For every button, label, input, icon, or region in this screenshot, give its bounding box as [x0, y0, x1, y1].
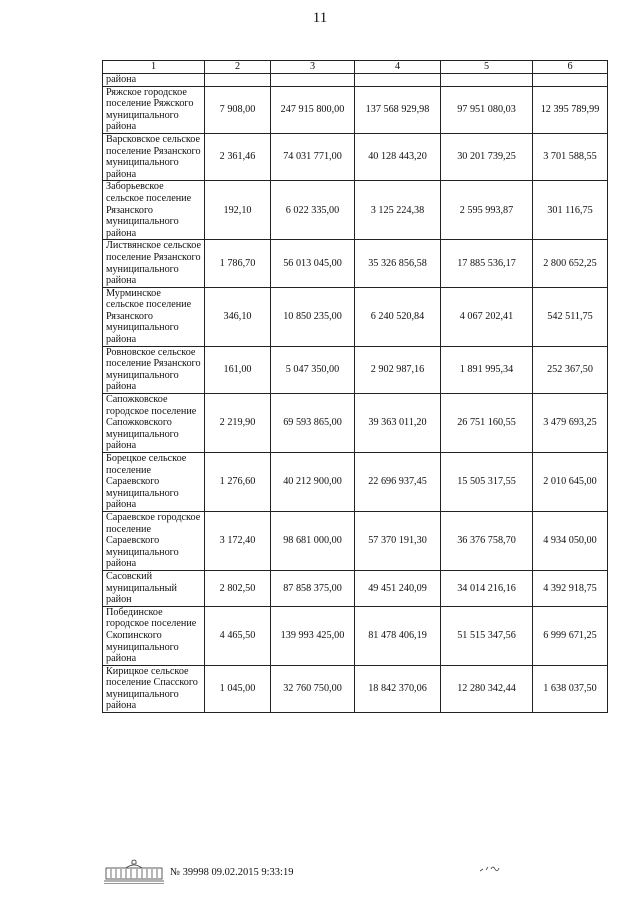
value-cell: 1 891 995,34 [441, 346, 533, 393]
value-cell: 542 511,75 [533, 287, 608, 346]
value-cell: 69 593 865,00 [271, 394, 355, 453]
value-cell: 1 786,70 [205, 240, 271, 287]
value-cell: 56 013 045,00 [271, 240, 355, 287]
value-cell: 2 361,46 [205, 133, 271, 180]
handwritten-mark [478, 862, 508, 876]
value-cell: 22 696 937,45 [355, 453, 441, 512]
value-cell: 4 465,50 [205, 606, 271, 665]
municipality-name: Ряжское городское поселение Ряжского муниципального района [103, 86, 205, 133]
value-cell: 2 800 652,25 [533, 240, 608, 287]
municipality-name: Мурминское сельское поселение Рязанского муниципального района [103, 287, 205, 346]
value-cell: 6 999 671,25 [533, 606, 608, 665]
value-cell: 51 515 347,56 [441, 606, 533, 665]
value-cell: 3 701 588,55 [533, 133, 608, 180]
municipality-name: Кирицкое сельское поселение Спасского муниципального района [103, 665, 205, 712]
building-logo-icon [102, 859, 166, 885]
value-cell: 1 045,00 [205, 665, 271, 712]
value-cell: 87 858 375,00 [271, 570, 355, 606]
value-cell: 301 116,75 [533, 181, 608, 240]
value-cell: 2 902 987,16 [355, 346, 441, 393]
table-row [103, 453, 608, 512]
value-cell: 2 802,50 [205, 570, 271, 606]
value-cell: 49 451 240,09 [355, 570, 441, 606]
continued-label: района [103, 74, 205, 87]
column-header: 4 [355, 61, 441, 74]
column-header: 3 [271, 61, 355, 74]
column-header: 2 [205, 61, 271, 74]
municipality-name: Сасовский муниципальный район [103, 570, 205, 606]
value-cell: 74 031 771,00 [271, 133, 355, 180]
table-row [103, 570, 608, 606]
value-cell: 161,00 [205, 346, 271, 393]
municipality-name: Варсковское сельское поселение Рязанского муниципального района [103, 133, 205, 180]
table-row [103, 287, 608, 346]
municipality-name: Заборьевское сельское поселение Рязанского муниципального района [103, 181, 205, 240]
value-cell: 98 681 000,00 [271, 511, 355, 570]
municipality-name: Побединское городское поселение Скопинского муниципального района [103, 606, 205, 665]
value-cell: 252 367,50 [533, 346, 608, 393]
table-row [103, 86, 608, 133]
table-row [103, 606, 608, 665]
value-cell: 346,10 [205, 287, 271, 346]
document-stamp: № 39998 09.02.2015 9:33:19 [170, 866, 294, 878]
table-row [103, 181, 608, 240]
value-cell: 30 201 739,25 [441, 133, 533, 180]
table-row [103, 240, 608, 287]
value-cell: 5 047 350,00 [271, 346, 355, 393]
value-cell: 97 951 080,03 [441, 86, 533, 133]
value-cell: 192,10 [205, 181, 271, 240]
municipality-name: Борецкое сельское поселение Сараевского муниципального района [103, 453, 205, 512]
municipality-name: Сапожковское городское поселение Сапожковского муниципального района [103, 394, 205, 453]
continuation-row [103, 74, 608, 87]
value-cell: 3 125 224,38 [355, 181, 441, 240]
value-cell: 6 240 520,84 [355, 287, 441, 346]
value-cell: 6 022 335,00 [271, 181, 355, 240]
page-number: 11 [312, 10, 328, 26]
value-cell: 1 276,60 [205, 453, 271, 512]
value-cell: 7 908,00 [205, 86, 271, 133]
value-cell: 40 212 900,00 [271, 453, 355, 512]
column-header: 1 [103, 61, 205, 74]
value-cell: 18 842 370,06 [355, 665, 441, 712]
value-cell: 57 370 191,30 [355, 511, 441, 570]
header-row [103, 61, 608, 74]
value-cell: 2 219,90 [205, 394, 271, 453]
value-cell: 39 363 011,20 [355, 394, 441, 453]
table-row [103, 665, 608, 712]
value-cell: 2 595 993,87 [441, 181, 533, 240]
value-cell: 4 392 918,75 [533, 570, 608, 606]
column-header: 6 [533, 61, 608, 74]
value-cell: 15 505 317,55 [441, 453, 533, 512]
municipality-name: Листвянское сельское поселение Рязанского муниципального района [103, 240, 205, 287]
municipality-name: Сараевское городское поселение Сараевского муниципального района [103, 511, 205, 570]
value-cell: 247 915 800,00 [271, 86, 355, 133]
value-cell: 32 760 750,00 [271, 665, 355, 712]
value-cell: 26 751 160,55 [441, 394, 533, 453]
value-cell: 34 014 216,16 [441, 570, 533, 606]
value-cell: 137 568 929,98 [355, 86, 441, 133]
table-row [103, 394, 608, 453]
table-row [103, 346, 608, 393]
value-cell: 3 172,40 [205, 511, 271, 570]
municipality-name: Ровновское сельское поселение Рязанского муниципального района [103, 346, 205, 393]
value-cell: 40 128 443,20 [355, 133, 441, 180]
value-cell: 12 395 789,99 [533, 86, 608, 133]
table-row [103, 511, 608, 570]
value-cell: 1 638 037,50 [533, 665, 608, 712]
value-cell: 35 326 856,58 [355, 240, 441, 287]
value-cell: 36 376 758,70 [441, 511, 533, 570]
value-cell: 4 934 050,00 [533, 511, 608, 570]
value-cell: 12 280 342,44 [441, 665, 533, 712]
value-cell: 4 067 202,41 [441, 287, 533, 346]
value-cell: 81 478 406,19 [355, 606, 441, 665]
column-header: 5 [441, 61, 533, 74]
value-cell: 3 479 693,25 [533, 394, 608, 453]
value-cell: 17 885 536,17 [441, 240, 533, 287]
table-row [103, 133, 608, 180]
footer [102, 858, 293, 886]
value-cell: 2 010 645,00 [533, 453, 608, 512]
value-cell: 10 850 235,00 [271, 287, 355, 346]
data-table [102, 60, 608, 713]
value-cell: 139 993 425,00 [271, 606, 355, 665]
